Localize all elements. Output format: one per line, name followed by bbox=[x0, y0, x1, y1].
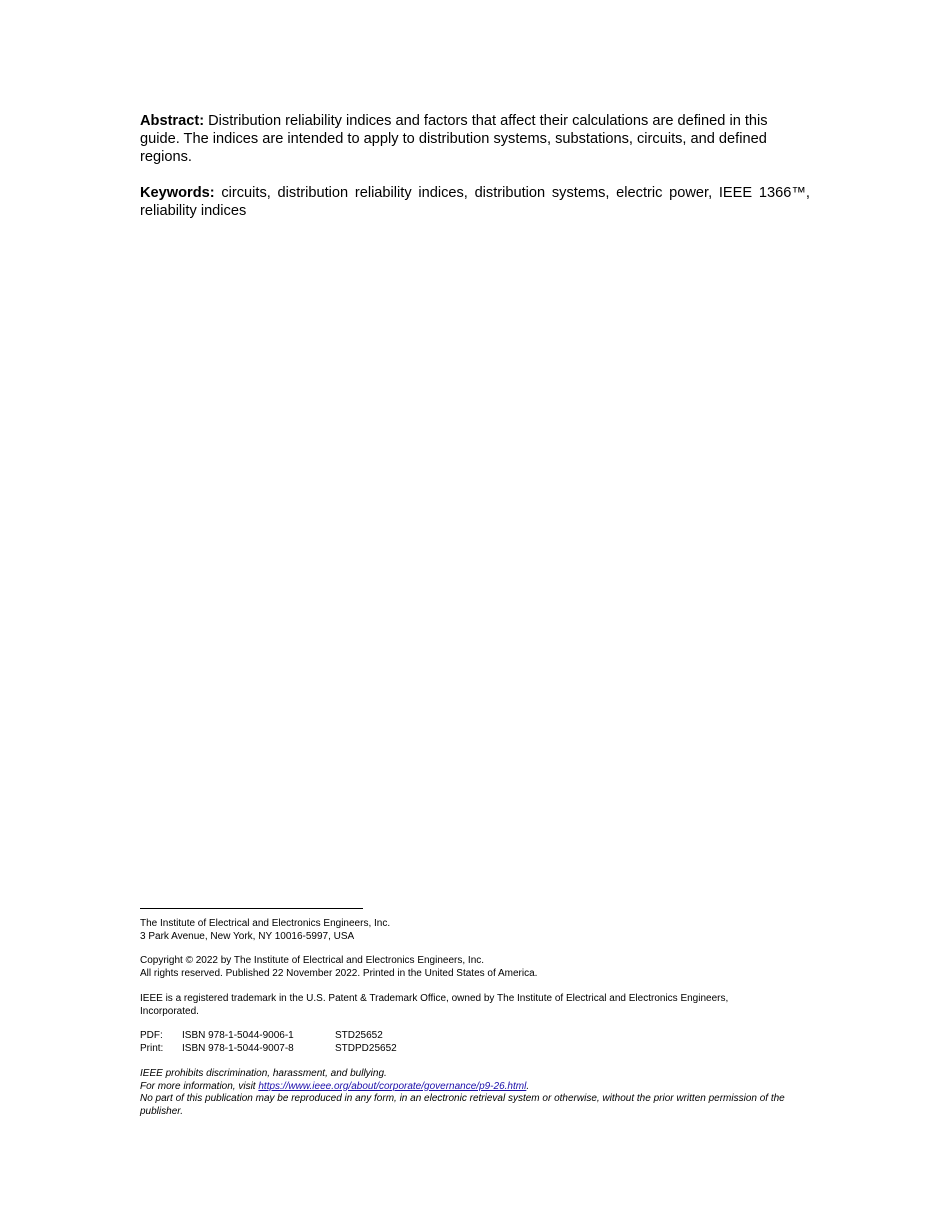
copyright-line: Copyright © 2022 by The Institute of Electrical and Electronics Engineers, Inc. bbox=[140, 955, 485, 966]
isbn-row-pdf bbox=[140, 1030, 820, 1043]
publisher-street: 3 Park Avenue, New York, NY 10016-5997, USA bbox=[140, 930, 355, 942]
isbn-number: ISBN 978-1-5044-9006-1 bbox=[182, 1030, 294, 1041]
abstract-paragraph bbox=[140, 112, 810, 166]
abstract-label: Abstract: bbox=[140, 113, 205, 129]
keywords-paragraph bbox=[140, 184, 810, 220]
discrimination-policy: IEEE prohibits discrimination, harassment, and bullying. bbox=[140, 1068, 387, 1079]
footnote-divider bbox=[140, 908, 363, 909]
keywords-text: circuits, distribution reliability indices, distribution systems, electric power, IEEE 1366™, reliability indices bbox=[140, 185, 810, 219]
policy-info-line bbox=[140, 1081, 815, 1094]
isbn-code: STD25652 bbox=[335, 1030, 383, 1041]
publisher-address bbox=[140, 918, 820, 943]
copyright-notice bbox=[140, 955, 820, 980]
policy-link[interactable]: https://www.ieee.org/about/corporate/governance/p9-26.html bbox=[258, 1080, 527, 1092]
isbn-format: Print: bbox=[140, 1042, 164, 1054]
legal-notice bbox=[140, 1068, 815, 1118]
isbn-format: PDF: bbox=[140, 1030, 163, 1041]
abstract-text: Distribution reliability indices and factors that affect their calculations are defined in this guide. The indices are intended to apply to distribution systems, substations, circuits, and defined regions. bbox=[140, 113, 768, 165]
keywords-label: Keywords: bbox=[140, 185, 215, 201]
policy-info-prefix: For more information, visit bbox=[140, 1080, 259, 1092]
policy-info-suffix: . bbox=[526, 1080, 530, 1092]
publisher-name: The Institute of Electrical and Electronics Engineers, Inc. bbox=[140, 918, 391, 929]
isbn-number: ISBN 978-1-5044-9007-8 bbox=[182, 1042, 294, 1054]
isbn-code: STDPD25652 bbox=[335, 1042, 397, 1054]
reproduction-notice: No part of this publication may be reproduced in any form, in an electronic retrieval system or otherwise, without the prior written permission of the publisher. bbox=[140, 1093, 785, 1117]
trademark-notice: IEEE is a registered trademark in the U.S. Patent & Trademark Office, owned by The Institute of Electrical and Electronics Engineers, Incorporated. bbox=[140, 993, 729, 1017]
isbn-table bbox=[140, 1030, 820, 1055]
isbn-row-print bbox=[140, 1043, 820, 1056]
rights-line: All rights reserved. Published 22 November 2022. Printed in the United States of America. bbox=[140, 967, 538, 979]
